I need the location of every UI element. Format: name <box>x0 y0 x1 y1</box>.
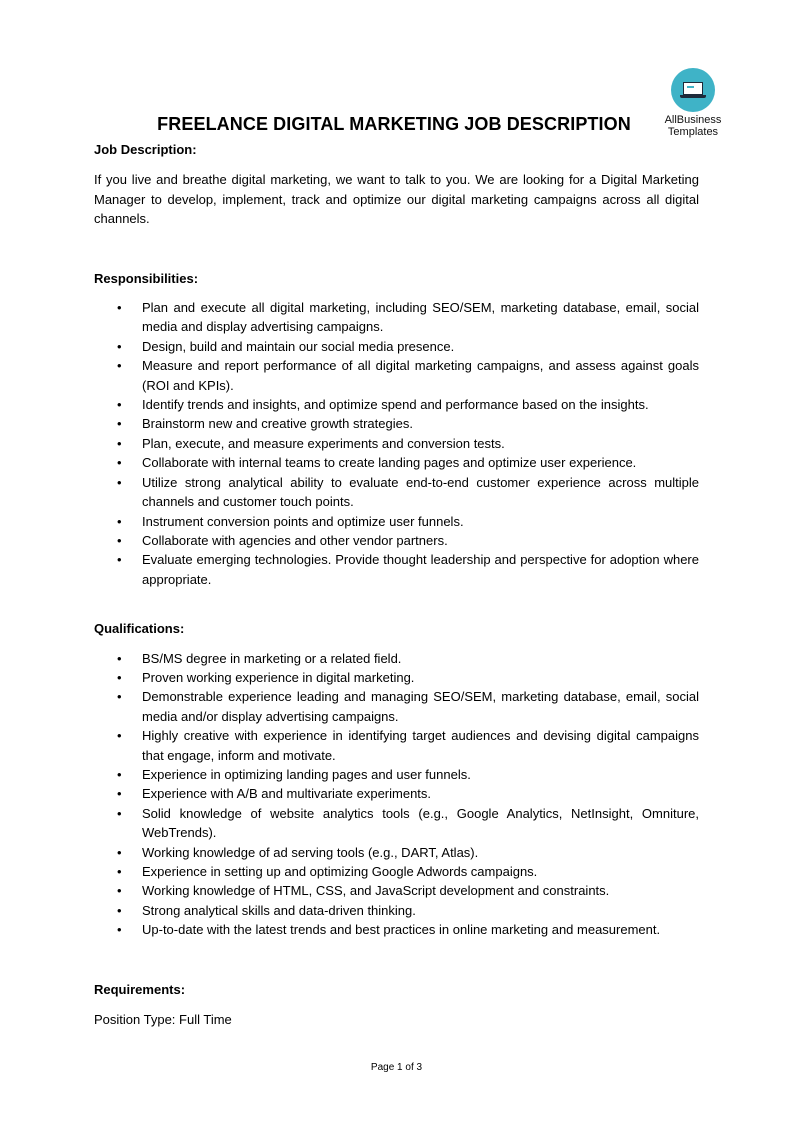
list-item: • Strong analytical skills and data-driven thinking. <box>94 901 699 920</box>
qualifications-list <box>94 649 699 940</box>
list-item: • Experience in setting up and optimizing Google Adwords campaigns. <box>94 862 699 881</box>
laptop-icon <box>671 68 715 112</box>
list-item: • Brainstorm new and creative growth strategies. <box>94 414 699 433</box>
list-item: • Design, build and maintain our social media presence. <box>94 337 699 356</box>
logo-line-2: Templates <box>667 126 719 138</box>
list-item: • Experience in optimizing landing pages and user funnels. <box>94 765 699 784</box>
list-item: • Collaborate with internal teams to create landing pages and optimize user experience. <box>94 453 699 472</box>
responsibilities-list <box>94 298 699 589</box>
list-item: • Identify trends and insights, and optimize spend and performance based on the insights. <box>94 395 699 414</box>
list-item: • Highly creative with experience in identifying target audiences and devising digital campaigns that engage, inform and motivate. <box>94 726 699 765</box>
qualifications-heading: Qualifications: <box>94 621 185 637</box>
list-item: • Solid knowledge of website analytics tools (e.g., Google Analytics, NetInsight, Omniture, WebTrends). <box>94 804 699 843</box>
list-item: • Demonstrable experience leading and managing SEO/SEM, marketing database, email, social media and/or display advertising campaigns. <box>94 687 699 726</box>
requirements-heading: Requirements: <box>94 981 186 997</box>
position-type: Position Type: Full Time <box>94 1012 232 1028</box>
list-item: • Working knowledge of ad serving tools (e.g., DART, Atlas). <box>94 843 699 862</box>
list-item: • Experience with A/B and multivariate experiments. <box>94 784 699 803</box>
list-item: • Proven working experience in digital marketing. <box>94 668 699 687</box>
document-body <box>94 140 699 1029</box>
list-item: • Evaluate emerging technologies. Provide thought leadership and perspective for adoption where appropriate. <box>94 550 699 589</box>
list-item: • Plan and execute all digital marketing, including SEO/SEM, marketing database, email, social media and display advertising campaigns. <box>94 298 699 337</box>
job-description-text: If you live and breathe digital marketing, we want to talk to you. We are looking for a Digital Marketing Manager to develop, implement, track and optimize our digital marketing campaigns across all digital channels. <box>94 172 699 227</box>
list-item: • Instrument conversion points and optimize user funnels. <box>94 512 699 531</box>
job-description-heading: Job Description: <box>94 142 197 157</box>
list-item: • BS/MS degree in marketing or a related field. <box>94 649 699 668</box>
logo-line-1: AllBusiness <box>664 114 722 126</box>
list-item: • Measure and report performance of all digital marketing campaigns, and assess against goals (ROI and KPIs). <box>94 356 699 395</box>
list-item: • Collaborate with agencies and other vendor partners. <box>94 531 699 550</box>
list-item: • Utilize strong analytical ability to evaluate end-to-end customer experience across multiple channels and customer touch points. <box>94 473 699 512</box>
list-item: • Working knowledge of HTML, CSS, and JavaScript development and constraints. <box>94 881 699 900</box>
responsibilities-heading: Responsibilities: <box>94 270 199 286</box>
document-title: FREELANCE DIGITAL MARKETING JOB DESCRIPTION <box>157 114 631 134</box>
page-number: Page 1 of 3 <box>370 1062 423 1073</box>
list-item: • Plan, execute, and measure experiments and conversion tests. <box>94 434 699 453</box>
list-item: • Up-to-date with the latest trends and best practices in online marketing and measurement. <box>94 920 699 939</box>
